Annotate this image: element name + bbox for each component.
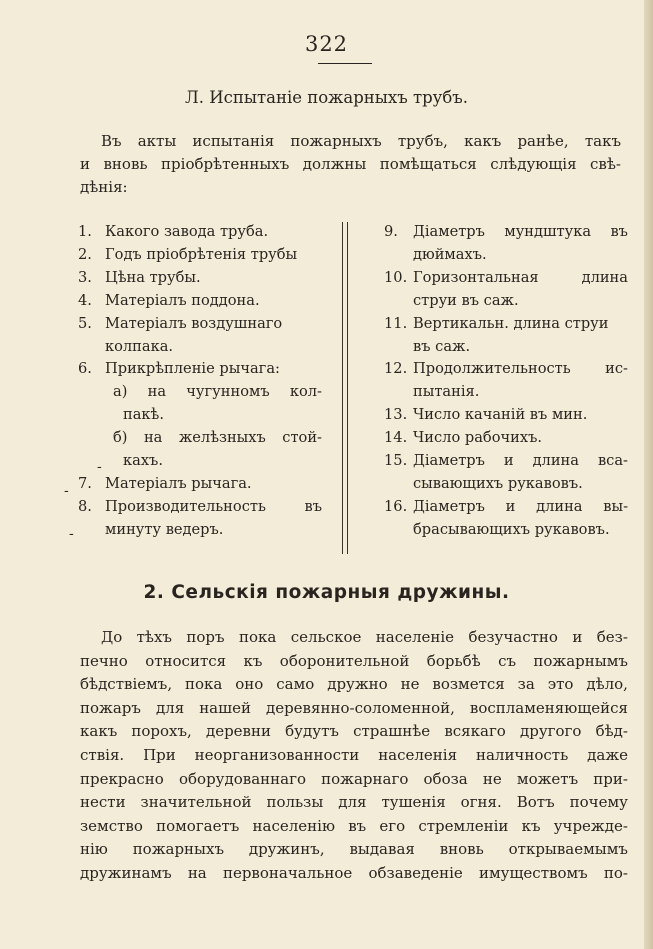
intro-line: и вновь прiобрѣтенныхъ должны помѣщаться слѣдующiя свѣ- (80, 155, 621, 173)
list-item-number: 16. (384, 497, 408, 515)
list-item-text: кахъ. (123, 452, 163, 469)
paragraph-line: нести значительной пользы для тушенiя огня. Вотъ почему (80, 793, 628, 812)
section-heading-village-fire-brigades: 2. Сельскiя пожарныя дружины. (143, 582, 510, 603)
section-heading-fire-pipes: Л. Испытанiе пожарныхъ трубъ. (184, 88, 469, 107)
paragraph-line: До тѣхъ поръ пока сельское населенiе безучастно и без- (101, 628, 628, 646)
page-number-rule (318, 63, 372, 64)
paragraph-line: дружинамъ на первоначальное обзаведенiе имуществомъ по- (80, 864, 628, 882)
list-item-number: 12. (384, 360, 408, 378)
paragraph-line: бѣдствiемъ, пока оно само дружно не возмется за это дѣло, (80, 675, 628, 694)
list-item-text: Продолжительность ис- (413, 360, 628, 378)
list-item-text: Дiаметръ и длина вы- (413, 497, 628, 515)
list-item-text: Прикрѣпленiе рычага: (105, 360, 280, 378)
paragraph-line: ствiя. При неорганизованности населенiя наличность даже (80, 746, 628, 764)
list-item-text: Дiаметръ и длина вса- (413, 452, 628, 469)
list-item-text: Число качанiй въ мин. (413, 406, 588, 424)
list-item-number: 11. (384, 314, 408, 332)
list-item-number: 13. (384, 406, 408, 424)
list-item-text: а) на чугунномъ кол- (113, 383, 322, 401)
list-item-text: брасывающихъ рукавовъ. (413, 520, 610, 538)
list-item-text: Матерiалъ поддона. (105, 291, 260, 309)
paragraph-line: прекрасно оборудованнаго пожарнаго обоза не можетъ при- (80, 769, 628, 788)
list-item-text: сывающихъ рукавовъ. (413, 474, 583, 492)
column-divider (342, 222, 348, 554)
paragraph-line: какъ порохъ, деревни будутъ страшнѣе всякаго другого бѣд- (80, 722, 628, 741)
list-item-number: 14. (384, 429, 408, 447)
margin-dash: - (69, 526, 74, 542)
list-item-text: Вертикальн. длина струи (413, 314, 609, 332)
list-item-number: 1. (78, 223, 92, 240)
page-number: 322 (304, 32, 349, 56)
list-item-number: 4. (78, 291, 92, 309)
paragraph-line: пожаръ для нашей деревянно-соломенной, воспламеняющейся (80, 698, 628, 717)
list-item-text: въ саж. (413, 337, 471, 355)
paragraph-line: земство помогаетъ населенiю въ его стремленiи къ учрежде- (80, 816, 628, 835)
list-item-text: Горизонтальная длина (413, 268, 628, 286)
list-item-text: колпака. (105, 337, 174, 355)
list-item-text: струи въ саж. (413, 291, 519, 309)
list-item-number: 5. (78, 314, 92, 332)
intro-line: Въ акты испытанiя пожарныхъ трубъ, какъ ранѣе, такъ (101, 132, 621, 150)
list-item-text: Производительность въ (105, 497, 322, 515)
list-item-number: 3. (78, 268, 92, 286)
list-item-text: Матерiалъ воздушнаго (105, 314, 283, 332)
list-item-text: дюймахъ. (413, 245, 487, 263)
page-edge-shadow (644, 0, 653, 949)
list-item-text: Цѣна трубы. (105, 268, 201, 286)
list-item-number: 8. (78, 497, 92, 515)
margin-dash: - (64, 483, 69, 499)
list-item-text: б) на желѣзныхъ стой- (113, 429, 322, 447)
list-item-number: 15. (384, 452, 408, 469)
list-item-number: 10. (384, 268, 408, 286)
list-item-text: минуту ведеръ. (105, 520, 224, 538)
paragraph-line: нiю пожарныхъ дружинъ, выдавая вновь открываемымъ (80, 840, 628, 859)
list-item-text: Число рабочихъ. (413, 429, 543, 447)
list-item-number: 9. (384, 223, 398, 240)
list-item-text: Матерiалъ рычага. (105, 474, 252, 492)
list-item-text: Какого завода труба. (105, 223, 269, 240)
list-item-text: пакѣ. (123, 406, 164, 424)
intro-line: дѣнiя: (80, 178, 128, 196)
list-item-number: 2. (78, 245, 92, 263)
list-item-number: 6. (78, 360, 92, 378)
list-item-text: Годъ прiобрѣтенiя трубы (105, 245, 298, 263)
list-item-text: пытанiя. (413, 383, 480, 401)
list-item-number: 7. (78, 474, 92, 492)
margin-dash: - (97, 459, 102, 475)
paragraph-line: печно относится къ оборонительной борьбѣ съ пожарнымъ (80, 651, 628, 670)
list-item-text: Дiаметръ мундштука въ (413, 223, 628, 240)
